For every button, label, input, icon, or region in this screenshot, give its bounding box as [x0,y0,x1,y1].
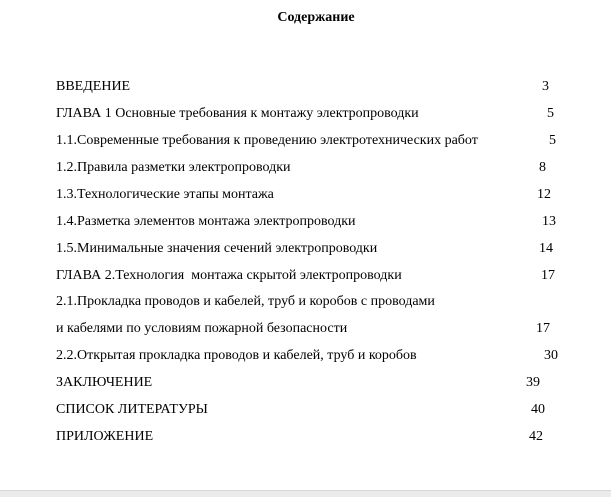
bottom-scroll-area [0,490,611,497]
toc-entry-text: 2.1.Прокладка проводов и кабелей, труб и коробов с проводами [56,294,435,309]
toc-entry-page: 42 [529,429,543,444]
toc-entry-text: ЗАКЛЮЧЕНИЕ [56,375,153,390]
toc-entry [0,346,611,366]
page-title: Содержание [277,10,355,25]
toc-entry [0,373,611,393]
toc-entry-text: и кабелями по условиям пожарной безопасности [56,321,348,336]
toc-entry [0,158,611,178]
toc-entry-text: 1.1.Современные требования к проведению электротехнических работ [56,133,478,148]
toc-entry-text: ГЛАВА 2.Технология монтажа скрытой электропроводки [56,268,402,283]
toc-entry [0,77,611,97]
toc-entry [0,292,611,312]
toc-entry-page: 3 [542,79,549,94]
toc-entry-page: 39 [526,375,540,390]
toc-entry-page: 40 [531,402,545,417]
toc-entry-page: 17 [541,268,555,283]
toc-entry-text: 1.3.Технологические этапы монтажа [56,187,274,202]
toc-entry-page: 5 [547,106,554,121]
toc-entry-text: 1.5.Минимальные значения сечений электропроводки [56,241,378,256]
toc-entry [0,319,611,339]
toc-entry [0,427,611,447]
toc-entry-text: 2.2.Открытая прокладка проводов и кабелей, труб и коробов [56,348,417,363]
toc-entry-text: 1.4.Разметка элементов монтажа электропроводки [56,214,356,229]
toc-entry-page: 14 [539,241,553,256]
toc-entry-page: 17 [536,321,550,336]
toc-entry [0,266,611,286]
toc-entry [0,212,611,232]
toc-entry [0,104,611,124]
toc-entry-text: ПРИЛОЖЕНИЕ [56,429,154,444]
toc-entry-page: 30 [544,348,558,363]
toc-entry-text: ВВЕДЕНИЕ [56,79,131,94]
toc-entry [0,400,611,420]
toc-entry-text: ГЛАВА 1 Основные требования к монтажу электропроводки [56,106,419,121]
toc-entry-text: 1.2.Правила разметки электропроводки [56,160,291,175]
toc-entry [0,185,611,205]
toc-entry-page: 13 [542,214,556,229]
toc-entry-text: СПИСОК ЛИТЕРАТУРЫ [56,402,208,417]
toc-entry-page: 5 [549,133,556,148]
toc-entry [0,239,611,259]
toc-entry [0,131,611,151]
toc-entry-page: 8 [539,160,546,175]
toc-entry-page: 12 [537,187,551,202]
